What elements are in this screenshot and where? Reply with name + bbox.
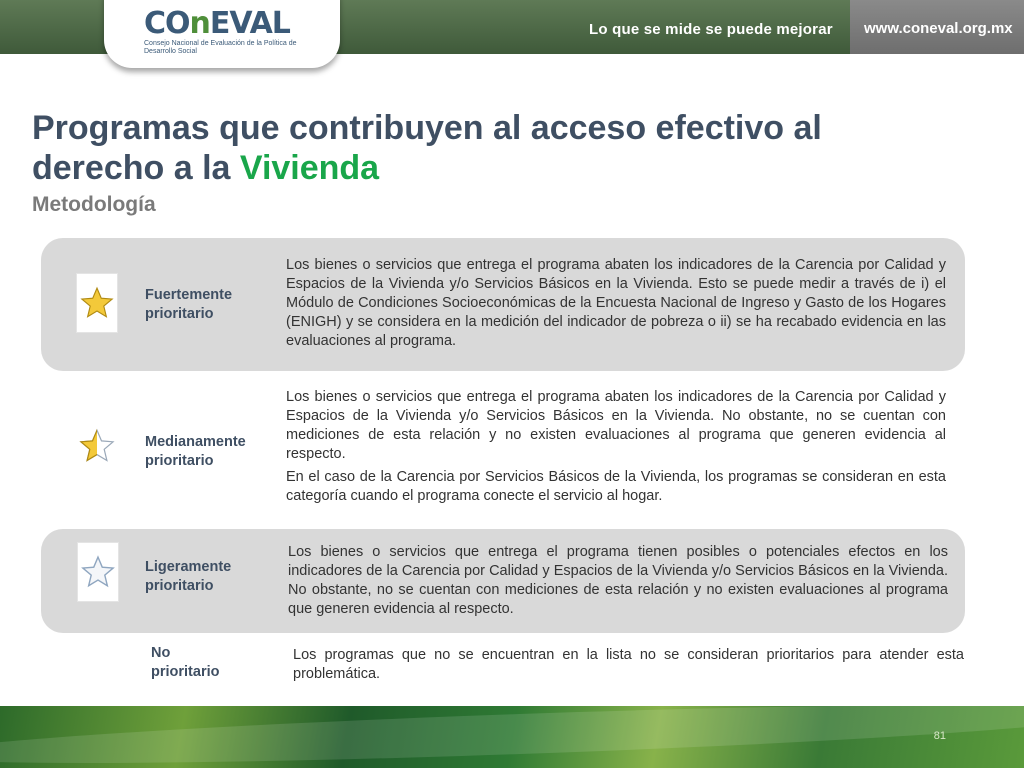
page-subtitle: Metodología: [32, 193, 156, 216]
title-accent: Vivienda: [239, 149, 380, 187]
row-label-none: No prioritario: [151, 645, 220, 680]
row-label-medium: Medianamente prioritario: [145, 434, 246, 469]
star-full-icon: [76, 273, 118, 333]
footer-band: [0, 706, 1024, 768]
website-url[interactable]: www.coneval.org.mx: [864, 20, 1013, 37]
row-label-light: Ligeramente prioritario: [145, 559, 232, 594]
row-desc-light: Los bienes o servicios que entrega el programa tienen posibles o potenciales efectos en los indicadores de la Carencia por Calidad y Espacios de la Vivienda y/o Servicios Básicos en la Vivienda. No obstante, no se cuentan con mediciones de esta relación y no existen evaluaciones al programa que generen evidencia al respecto.: [288, 544, 948, 617]
row-desc-medium: Los bienes o servicios que entrega el programa abaten los indicadores de la Carencia por Calidad y Espacios de la Vivienda y/o Servicios Básicos en la Vivienda. No obstante, no se cuentan con mediciones de esta relación y no existen evaluaciones al programa que generen evidencia al respecto. En el caso de la Carencia por Servicios Básicos de la Vivienda, los programas se consideran en esta categoría cuando el programa conecte el servicio al hogar.: [286, 389, 946, 504]
row-label-strong: Fuertemente prioritario: [145, 287, 233, 322]
page-number: 81: [933, 730, 946, 742]
star-empty-icon: [77, 542, 119, 602]
star-half-icon: [76, 416, 118, 476]
coneval-logo: COnEVAL: [144, 6, 290, 41]
logo-tab: [104, 0, 340, 68]
page-title: Programas que contribuyen al acceso efectivo al derecho a la Vivienda: [32, 109, 822, 187]
row-desc-none: Los programas que no se encuentran en la lista no se consideran prioritarios para atender esta problemática.: [293, 647, 964, 682]
header-tagline: Lo que se mide se puede mejorar: [589, 21, 833, 38]
row-desc-strong: Los bienes o servicios que entrega el programa abaten los indicadores de la Carencia por Calidad y Espacios de la Vivienda y/o Servicios Básicos en la Vivienda. Esto se puede medir a través de i) el Módulo de Condiciones Socioeconómicas de la Encuesta Nacional de Ingreso y Gasto de los Hogares (ENIGH) y se considera en la medición del indicador de pobreza o ii) se ha recabado evidencia en las evaluaciones al programa.: [286, 257, 946, 349]
logo-subtitle: Consejo Nacional de Evaluación de la Política de Desarrollo Social: [144, 40, 297, 55]
